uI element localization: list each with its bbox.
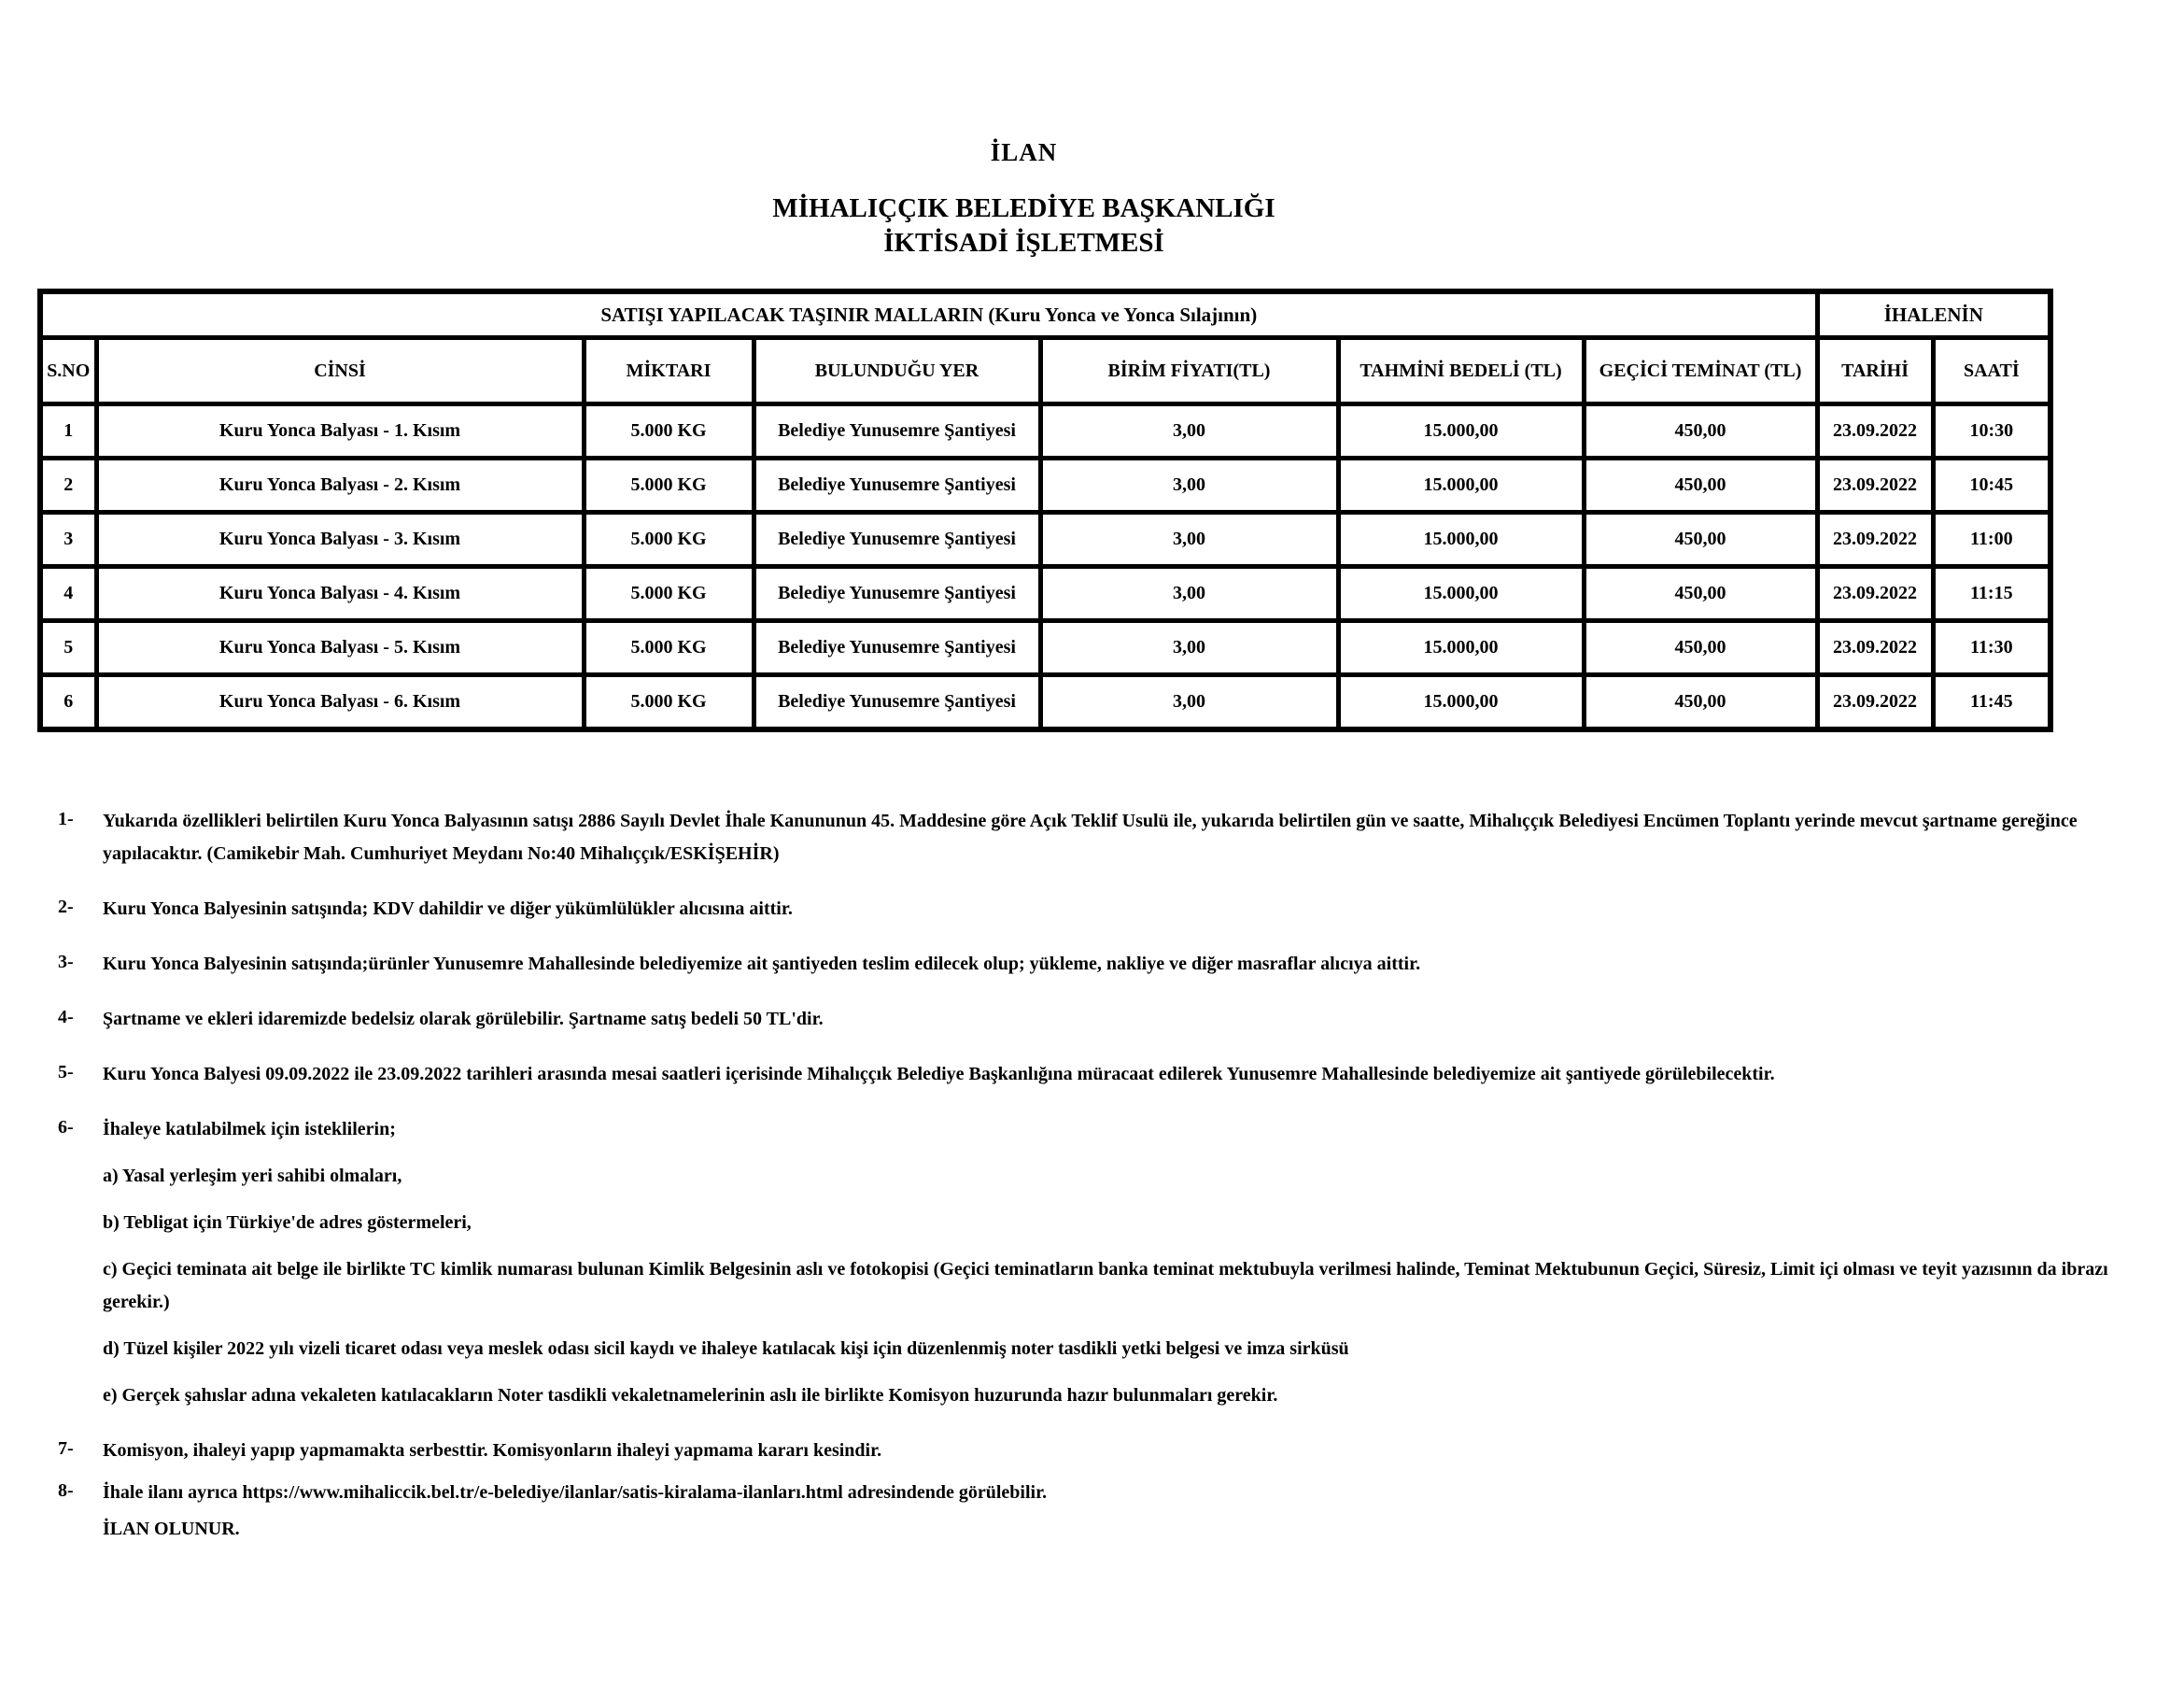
column-header-7: GEÇİCİ TEMİNAT (TL) [1584,338,1817,404]
column-header-9: SAATİ [1933,338,2050,404]
column-header-8: TARİHİ [1817,338,1933,404]
note-item-6 [58,1113,2140,1412]
note-text: Yukarıda özellikleri belirtilen Kuru Yonca Balyasının satışı 2886 Sayılı Devlet İhale Kanununun 45. Maddesine göre Açık Teklif Usulü ile, yukarıda belirtilen gün ve saatte, Mihalıççık Belediyesi Encümen Toplantı yerinde mevcut şartname gereğince yapılacaktır. (Camikebir Mah. Cumhuriyet Meydanı No:40 Mihalıççık/ESKİŞEHİR) [103,810,2078,864]
note-number: 4- [58,1006,74,1027]
table-cell: 23.09.2022 [1817,513,1933,567]
note-item-4 [58,1003,2140,1036]
note-subitem: a) Yasal yerleşim yeri sahibi olmaları, [103,1165,402,1186]
table-cell: 11:15 [1933,567,2050,621]
column-header-5: BİRİM FİYATI(TL) [1040,338,1338,404]
table-cell: 5.000 KG [584,567,754,621]
table-cell: Belediye Yunusemre Şantiyesi [754,621,1040,675]
table-cell: 3,00 [1040,459,1338,513]
table-row [40,513,2050,567]
table-cell: 15.000,00 [1338,567,1584,621]
table-cell: 15.000,00 [1338,621,1584,675]
table-cell: 450,00 [1584,621,1817,675]
note-text: İhale ilanı ayrıca https://www.mihaliccik.bel.tr/e-belediye/ilanlar/satis-kiralama-ilanları.html adresindende görülebilir. [103,1481,1048,1503]
note-subitem: c) Geçici teminata ait belge ile birlikte TC kimlik numarası bulunan Kimlik Belgesinin aslı ve fotokopisi (Geçici teminatların banka teminat mektubuyla verilmesi halinde, Teminat Mektubunun Geçici, Süresiz, Limit içi olması ve teyit yazısının da ibrazı gerekir.) [103,1258,2108,1312]
note-text: Şartname ve ekleri idaremizde bedelsiz olarak görülebilir. Şartname satış bedeli 50 TL'dir. [103,1008,824,1029]
note-number: 2- [58,896,74,917]
page-heading: İLAN [990,138,1058,166]
note-item-1 [58,805,2140,870]
table-cell: 11:30 [1933,621,2050,675]
table-cell: Belediye Yunusemre Şantiyesi [754,404,1040,459]
column-header-2: CİNSİ [96,338,584,404]
table-row [40,621,2050,675]
note-number: 8- [58,1479,74,1501]
note-text: Komisyon, ihaleyi yapıp yapmamakta serbesttir. Komisyonların ihaleyi yapmama kararı kesindir. [103,1439,882,1461]
table-cell: Belediye Yunusemre Şantiyesi [754,675,1040,729]
table-cell: 5.000 KG [584,404,754,459]
table-cell: 5.000 KG [584,513,754,567]
note-subitem: e) Gerçek şahıslar adına vekaleten katılacakların Noter tasdikli vekaletnamelerinin aslı ile birlikte Komisyon huzurunda hazır bulunmaları gerekir. [103,1384,1278,1406]
table-cell: Kuru Yonca Balyası - 4. Kısım [96,567,584,621]
note-item-5 [58,1058,2140,1091]
column-header-6: TAHMİNİ BEDELİ (TL) [1338,338,1584,404]
table-cell: 1 [40,404,96,459]
closing-statement: İLAN OLUNUR. [103,1518,240,1539]
table-cell: 3,00 [1040,567,1338,621]
table-cell: 450,00 [1584,567,1817,621]
table-group-header-row [40,291,2050,338]
notes-list [58,805,2140,1509]
table-cell: 23.09.2022 [1817,404,1933,459]
table-cell: 5.000 KG [584,621,754,675]
table-row [40,567,2050,621]
table-cell: 15.000,00 [1338,459,1584,513]
table-cell: 11:45 [1933,675,2050,729]
table-cell: 5.000 KG [584,459,754,513]
table-cell: Kuru Yonca Balyası - 3. Kısım [96,513,584,567]
note-number: 7- [58,1437,74,1459]
table-cell: Kuru Yonca Balyası - 6. Kısım [96,675,584,729]
auction-items-table [37,289,2053,732]
note-text: Kuru Yonca Balyesinin satışında;ürünler Yunusemre Mahallesinde belediyemize ait şantiyeden teslim edilecek olup; yükleme, nakliye ve diğer masraflar alıcıya aittir. [103,953,1421,974]
group-header-auction: İHALENİN [1817,291,2050,338]
table-cell: 6 [40,675,96,729]
table-cell: 3,00 [1040,675,1338,729]
table-cell: 23.09.2022 [1817,567,1933,621]
column-header-1: S.NO [40,338,96,404]
note-subitem: b) Tebligat için Türkiye'de adres göstermeleri, [103,1211,472,1233]
table-row [40,459,2050,513]
org-title-line2: İKTİSADİ İŞLETMESİ [883,228,1164,258]
note-text: İhaleye katılabilmek için isteklilerin; [103,1118,396,1139]
note-item-2 [58,893,2140,926]
table-cell: Kuru Yonca Balyası - 2. Kısım [96,459,584,513]
table-cell: 5 [40,621,96,675]
table-cell: 4 [40,567,96,621]
note-number: 1- [58,808,74,829]
table-row [40,675,2050,729]
table-cell: 23.09.2022 [1817,459,1933,513]
table-cell: 3,00 [1040,621,1338,675]
note-text: Kuru Yonca Balyesinin satışında; KDV dahildir ve diğer yükümlülükler alıcısına aittir. [103,898,793,919]
table-cell: 11:00 [1933,513,2050,567]
note-text: Kuru Yonca Balyesi 09.09.2022 ile 23.09.2022 tarihleri arasında mesai saatleri içerisinde Mihalıççık Belediye Başkanlığına müracaat edilerek Yunusemre Mahallesinde belediyemize ait şantiyede görülebilecektir. [103,1063,1775,1084]
table-row [40,404,2050,459]
table-cell: 3,00 [1040,404,1338,459]
table-cell: 3,00 [1040,513,1338,567]
table-column-header-row [40,338,2050,404]
org-title-line1: MİHALIÇÇIK BELEDİYE BAŞKANLIĞI [772,193,1275,223]
table-cell: 15.000,00 [1338,404,1584,459]
table-cell: Kuru Yonca Balyası - 5. Kısım [96,621,584,675]
note-item-8 [58,1477,2140,1509]
table-cell: Belediye Yunusemre Şantiyesi [754,567,1040,621]
org-title-block [0,191,2184,261]
table-cell: 10:45 [1933,459,2050,513]
table-cell: 450,00 [1584,675,1817,729]
note-item-3 [58,948,2140,981]
document-page [0,138,2184,1683]
column-header-3: MİKTARI [584,338,754,404]
table-cell: 15.000,00 [1338,675,1584,729]
table-cell: 10:30 [1933,404,2050,459]
note-number: 3- [58,951,74,972]
table-cell: Belediye Yunusemre Şantiyesi [754,513,1040,567]
note-item-7 [58,1435,2140,1467]
table-cell: 5.000 KG [584,675,754,729]
table-cell: 450,00 [1584,404,1817,459]
table-cell: 23.09.2022 [1817,621,1933,675]
table-cell: 450,00 [1584,513,1817,567]
table-cell: 3 [40,513,96,567]
table-cell: 15.000,00 [1338,513,1584,567]
note-number: 6- [58,1116,74,1138]
note-subitem: d) Tüzel kişiler 2022 yılı vizeli ticaret odası veya meslek odası sicil kaydı ve ihaleye katılacak kişi için düzenlenmiş noter tasdikli yetki belgesi ve imza sirküsü [103,1337,1349,1359]
table-cell: 2 [40,459,96,513]
group-header-goods: SATIŞI YAPILACAK TAŞINIR MALLARIN (Kuru Yonca ve Yonca Sılajının) [40,291,1817,338]
note-number: 5- [58,1061,74,1082]
column-header-4: BULUNDUĞU YER [754,338,1040,404]
table-cell: 450,00 [1584,459,1817,513]
table-cell: Belediye Yunusemre Şantiyesi [754,459,1040,513]
table-cell: Kuru Yonca Balyası - 1. Kısım [96,404,584,459]
table-cell: 23.09.2022 [1817,675,1933,729]
